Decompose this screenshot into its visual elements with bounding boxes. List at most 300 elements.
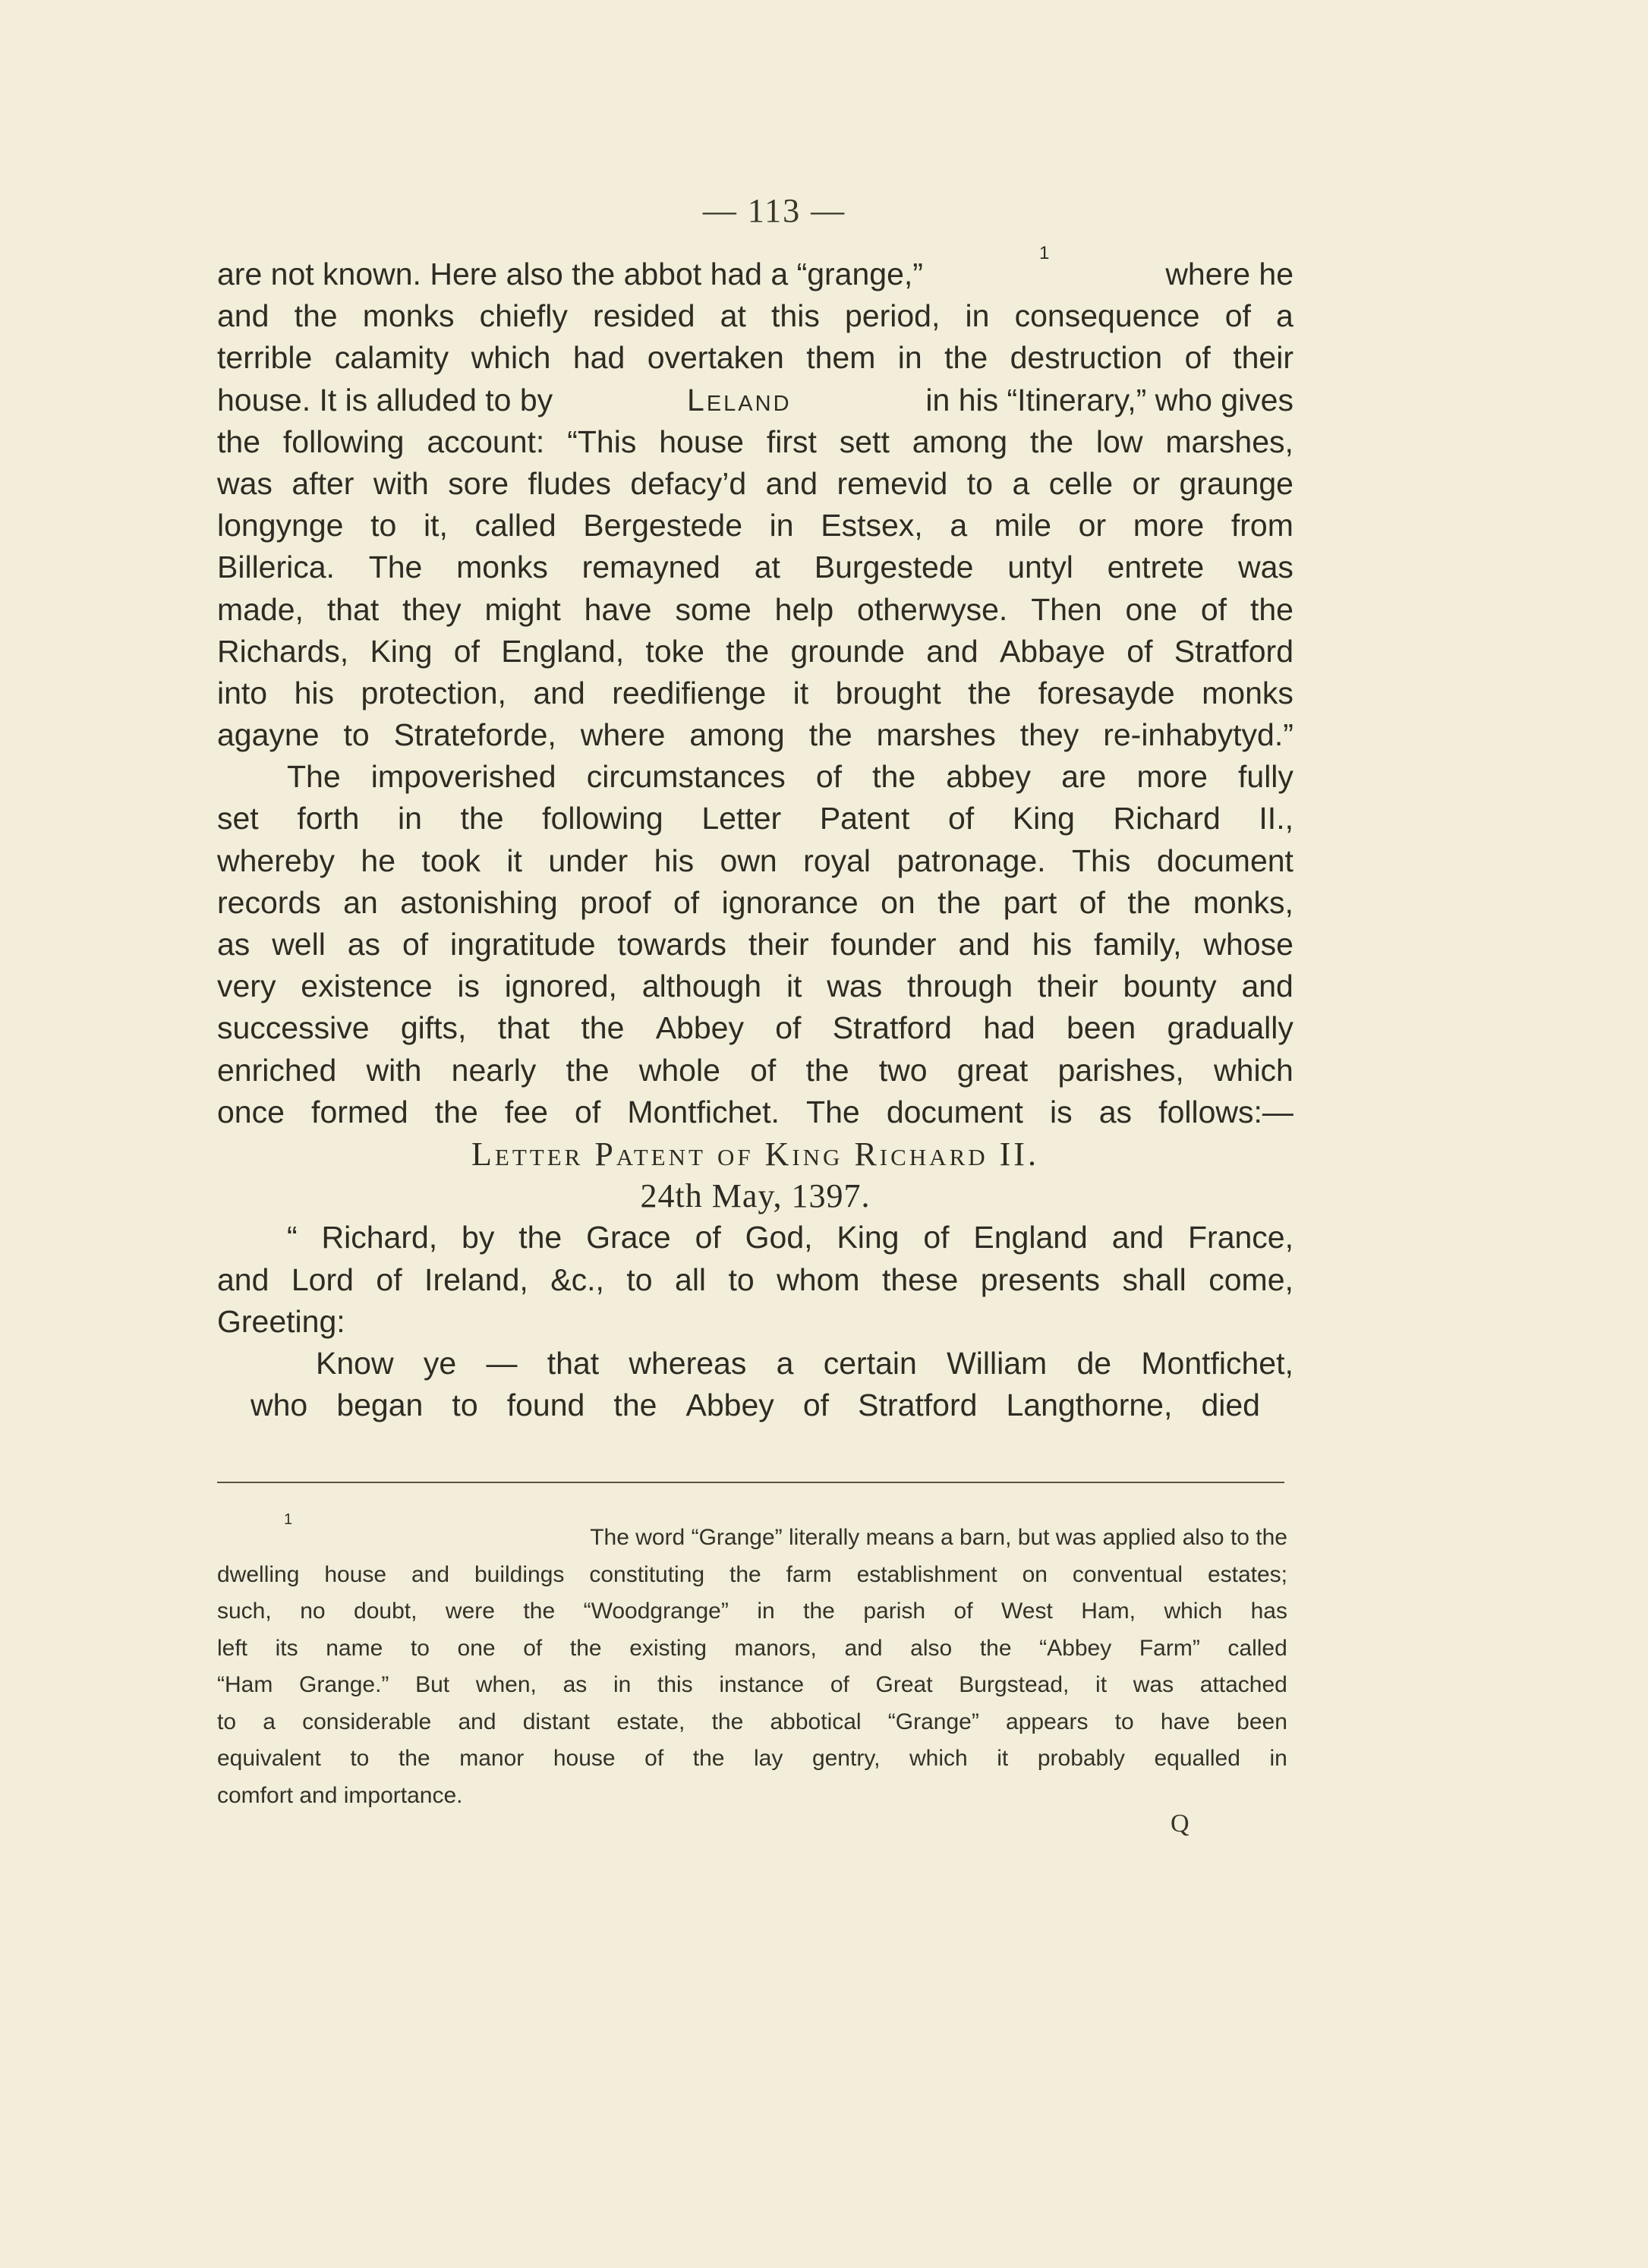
word: in <box>1269 1746 1287 1771</box>
word: King <box>370 633 433 669</box>
word: “Ham <box>217 1672 273 1697</box>
body-text <box>217 243 1294 1426</box>
word: name <box>326 1635 383 1661</box>
word: has <box>1250 1599 1287 1624</box>
word: considerable <box>302 1709 432 1734</box>
body-line <box>217 714 1294 756</box>
body-line <box>217 1050 1294 1091</box>
word: Ham, <box>1081 1599 1136 1624</box>
word: reedifienge <box>612 675 767 710</box>
word: of <box>775 1010 802 1046</box>
body-line <box>217 243 1294 295</box>
word: Abbey <box>685 1388 774 1423</box>
word: in <box>613 1672 632 1697</box>
word: died <box>1201 1388 1260 1423</box>
word: buildings <box>474 1561 565 1587</box>
word: destruction <box>1010 340 1163 376</box>
page-number: — 113 — <box>702 192 846 229</box>
word: Lord <box>291 1262 354 1297</box>
word: to <box>370 508 397 543</box>
word: by <box>462 1220 495 1255</box>
word: Richard <box>1113 801 1221 836</box>
word: a <box>1012 465 1030 501</box>
word: and <box>926 633 978 669</box>
word: of <box>815 759 843 795</box>
word: &c., <box>550 1262 604 1297</box>
word: have <box>584 591 652 627</box>
word: great <box>956 1052 1029 1088</box>
word: forth <box>297 801 360 836</box>
word: the <box>569 1635 602 1661</box>
author-name-leland: Leland <box>687 382 792 417</box>
word: ye <box>423 1345 457 1381</box>
word: was <box>827 969 883 1004</box>
footnote-line <box>217 1557 1287 1594</box>
word: Stratford <box>832 1010 952 1046</box>
word: Stratford <box>858 1388 978 1423</box>
word: the <box>581 1010 625 1046</box>
word: found <box>506 1388 585 1423</box>
body-line-text-tail: where he <box>1165 257 1294 291</box>
word: the <box>566 1052 610 1088</box>
word: at <box>754 550 780 585</box>
word: “This <box>567 424 637 459</box>
body-line <box>217 463 1294 505</box>
word: ignored, <box>504 969 617 1004</box>
word: impoverished <box>370 759 556 795</box>
word: from <box>1230 508 1294 543</box>
word: constituting <box>589 1561 705 1587</box>
word: his <box>294 675 334 710</box>
word: fee <box>504 1094 548 1129</box>
word: this <box>771 298 820 334</box>
word: King <box>837 1220 900 1255</box>
word: Then <box>1031 591 1102 627</box>
word: overtaken <box>647 340 784 376</box>
word: the <box>726 633 770 669</box>
body-line <box>217 337 1294 379</box>
word: on <box>1022 1561 1048 1587</box>
body-line-text-tail: in his “Itinerary,” who gives <box>925 382 1294 417</box>
word: existing <box>629 1635 707 1661</box>
word: entrete <box>1107 550 1205 585</box>
word: began <box>336 1388 424 1423</box>
footnote-line <box>217 1593 1287 1630</box>
word: and <box>1241 969 1294 1004</box>
word: a <box>1276 298 1294 334</box>
word: Estsex, <box>821 508 923 543</box>
word: set <box>217 801 259 836</box>
word: astonishing <box>400 884 558 920</box>
word: remayned <box>581 550 720 585</box>
word: abbotical <box>770 1709 862 1734</box>
word: gradually <box>1167 1010 1294 1046</box>
word: monks <box>1202 675 1294 710</box>
word: as <box>562 1672 588 1697</box>
word: in <box>965 298 990 334</box>
word: on <box>881 884 915 920</box>
word: remevid <box>837 465 948 501</box>
body-line <box>217 589 1294 631</box>
word: agayne <box>217 717 320 753</box>
word: was <box>1133 1672 1174 1697</box>
footnote-line <box>217 1630 1287 1668</box>
word: the <box>937 884 982 920</box>
word: France, <box>1188 1220 1294 1255</box>
word: two <box>878 1052 928 1088</box>
word: made, <box>217 591 304 627</box>
word: nearly <box>451 1052 537 1088</box>
word: terrible <box>217 340 313 376</box>
body-line <box>217 505 1294 547</box>
word: whereas <box>629 1345 747 1381</box>
word: and <box>844 1635 883 1661</box>
word: left <box>217 1635 248 1661</box>
word: William <box>947 1345 1048 1381</box>
word: doubt, <box>354 1599 418 1624</box>
word: enriched <box>217 1052 337 1088</box>
word: also <box>910 1635 953 1661</box>
word: Burgestede <box>814 550 974 585</box>
word: it <box>786 969 802 1004</box>
word: II., <box>1259 801 1294 836</box>
word: house <box>659 424 744 459</box>
word: they <box>402 591 462 627</box>
word: King <box>1012 801 1075 836</box>
word: when, <box>475 1672 537 1697</box>
body-line <box>217 924 1294 965</box>
word: it <box>506 843 522 878</box>
word: attached <box>1199 1672 1287 1697</box>
word: one <box>457 1635 496 1661</box>
word: as <box>1098 1094 1133 1129</box>
word: which <box>1214 1052 1294 1088</box>
letter-line <box>217 1343 1294 1384</box>
word: West <box>1001 1599 1053 1624</box>
footnote-line <box>217 1511 1287 1557</box>
footnote-line <box>217 1667 1287 1704</box>
letter-heading: Letter Patent of King Richard II. <box>471 1135 1039 1173</box>
word: document <box>1156 843 1294 878</box>
letter-date: 24th May, 1397. <box>640 1177 871 1215</box>
word: the <box>460 801 504 836</box>
word: document <box>886 1094 1023 1129</box>
body-line <box>217 1091 1294 1133</box>
word: who <box>251 1388 308 1423</box>
body-line-text: are not known. Here also the abbot had a “grange,” <box>217 257 923 291</box>
word: or <box>1132 465 1161 501</box>
word: circumstances <box>586 759 786 795</box>
word: of <box>402 927 429 962</box>
word: equivalent <box>217 1746 321 1771</box>
word: with <box>373 465 429 501</box>
word: defacy’d <box>630 465 747 501</box>
word: and <box>217 1262 269 1297</box>
word: whom <box>777 1262 860 1297</box>
word: been <box>1067 1010 1136 1046</box>
footnotes <box>217 1511 1287 1814</box>
word: whole <box>638 1052 720 1088</box>
word: probably <box>1037 1746 1125 1771</box>
footnote-divider <box>217 1482 1284 1483</box>
word: Great <box>875 1672 933 1697</box>
word: and <box>765 465 818 501</box>
word: called <box>1227 1635 1287 1661</box>
word: all <box>675 1262 707 1297</box>
body-line <box>217 421 1294 463</box>
word: some <box>675 591 752 627</box>
word: a <box>263 1709 276 1734</box>
body-line <box>217 882 1294 924</box>
word: it, <box>423 508 448 543</box>
word: abbey <box>946 759 1031 795</box>
word: proof <box>580 884 651 920</box>
word: Grace <box>586 1220 671 1255</box>
word: of <box>750 1052 777 1088</box>
word: fully <box>1238 759 1294 795</box>
word: first <box>766 424 817 459</box>
word: its <box>275 1635 298 1661</box>
word: which <box>909 1746 968 1771</box>
word: own <box>720 843 777 878</box>
word: the <box>523 1599 556 1624</box>
word: into <box>217 675 268 710</box>
footnote-line-text: The word “Grange” literally means a barn, but was applied also to the <box>590 1525 1287 1550</box>
word: one <box>1125 591 1177 627</box>
word: of <box>575 1094 601 1129</box>
word: called <box>474 508 556 543</box>
word: of <box>695 1220 721 1255</box>
word: establishment <box>856 1561 997 1587</box>
body-line <box>217 965 1294 1007</box>
word: these <box>881 1262 959 1297</box>
word: sore <box>448 465 509 501</box>
word: the <box>398 1746 430 1771</box>
word: of <box>376 1262 402 1297</box>
word: that <box>497 1010 550 1046</box>
word: ingratitude <box>450 927 596 962</box>
word: The <box>287 759 341 795</box>
word: brought <box>835 675 941 710</box>
word: royal <box>803 843 871 878</box>
word: although <box>641 969 762 1004</box>
word: of <box>830 1672 849 1697</box>
word: to <box>350 1746 370 1771</box>
word: to <box>1114 1709 1134 1734</box>
word: chiefly <box>479 298 568 334</box>
word: untyl <box>1007 550 1073 585</box>
word: Patent <box>819 801 910 836</box>
word: been <box>1237 1709 1287 1734</box>
word: — <box>486 1345 518 1381</box>
word: monks <box>362 298 455 334</box>
word: low <box>1095 424 1143 459</box>
word: parishes, <box>1057 1052 1184 1088</box>
letter-line: Greeting: <box>217 1303 345 1339</box>
word: Strateforde, <box>393 717 556 753</box>
word: the <box>294 298 338 334</box>
word: the <box>1127 884 1171 920</box>
word: England <box>973 1220 1088 1255</box>
word: period, <box>845 298 941 334</box>
word: Stratford <box>1174 633 1294 669</box>
word: to <box>452 1388 478 1423</box>
word: at <box>720 298 746 334</box>
word: bounty <box>1123 969 1217 1004</box>
word: that <box>547 1345 600 1381</box>
word: a <box>950 508 968 543</box>
word: patronage. <box>896 843 1046 878</box>
word: as <box>347 927 381 962</box>
word: was <box>217 465 273 501</box>
word: certain <box>823 1345 917 1381</box>
word: Montfichet, <box>1141 1345 1294 1381</box>
word: successive <box>217 1010 370 1046</box>
word: “Grange” <box>887 1709 979 1734</box>
word: had <box>983 1010 1035 1046</box>
word: it <box>997 1746 1009 1771</box>
word: lay <box>754 1746 783 1771</box>
word: to <box>728 1262 755 1297</box>
word: formed <box>311 1094 408 1129</box>
word: of <box>802 1388 830 1423</box>
word: might <box>484 591 561 627</box>
word: marshes <box>876 717 996 753</box>
word: this <box>657 1672 693 1697</box>
word: in <box>897 340 922 376</box>
word: is <box>457 969 480 1004</box>
word: no <box>300 1599 326 1624</box>
word: is <box>1050 1094 1073 1129</box>
word: Abbaye <box>999 633 1105 669</box>
word: of <box>923 1220 950 1255</box>
word: and <box>217 298 269 334</box>
body-line <box>217 380 1294 421</box>
word: follows:— <box>1158 1094 1294 1129</box>
word: in <box>769 508 794 543</box>
word: as <box>217 927 251 962</box>
word: But <box>415 1672 450 1697</box>
word: the <box>803 1599 835 1624</box>
body-line <box>217 631 1294 673</box>
word: The <box>368 550 423 585</box>
word: Grange.” <box>299 1672 389 1697</box>
word: help <box>774 591 834 627</box>
word: foresayde <box>1038 675 1175 710</box>
body-line <box>217 673 1294 714</box>
word: well <box>272 927 326 962</box>
word: graunge <box>1179 465 1294 501</box>
word: the <box>808 717 852 753</box>
word: Letter <box>701 801 782 836</box>
word: towards <box>617 927 726 962</box>
word: such, <box>217 1599 272 1624</box>
word: was <box>1238 550 1294 585</box>
word: under <box>548 843 629 878</box>
word: marshes, <box>1165 424 1294 459</box>
word: de <box>1076 1345 1112 1381</box>
word: to <box>966 465 993 501</box>
word: re-inhabytyd.” <box>1103 717 1294 753</box>
word: farm <box>786 1561 832 1587</box>
word: Abbey <box>655 1010 744 1046</box>
word: of <box>673 884 700 920</box>
word: had <box>572 340 625 376</box>
body-line <box>217 547 1294 588</box>
word: Montfichet. <box>627 1094 780 1129</box>
word: of <box>644 1746 664 1771</box>
word: that <box>326 591 380 627</box>
body-line <box>217 1007 1294 1049</box>
word: the <box>968 675 1012 710</box>
word: manor <box>459 1746 525 1771</box>
word: once <box>217 1094 285 1129</box>
word: ignorance <box>721 884 859 920</box>
body-line-text: house. It is alluded to by <box>217 382 553 417</box>
word: of <box>1127 633 1153 669</box>
word: a <box>776 1345 794 1381</box>
word: parish <box>863 1599 926 1624</box>
word: the <box>613 1388 657 1423</box>
word: where <box>580 717 666 753</box>
word: appears <box>1006 1709 1089 1734</box>
footnote-mark: 1 <box>284 1511 293 1528</box>
word: equalled <box>1154 1746 1240 1771</box>
word: instance <box>719 1672 805 1697</box>
letter-line <box>217 1384 1294 1426</box>
word: his <box>654 843 695 878</box>
word: house <box>324 1561 387 1587</box>
word: the <box>872 759 916 795</box>
word: took <box>421 843 481 878</box>
body-line <box>217 756 1294 798</box>
word: to <box>343 717 370 753</box>
word: Richards, <box>217 633 349 669</box>
word: which <box>471 340 551 376</box>
footnote-reference: 1 <box>1038 243 1050 263</box>
word: gentry, <box>811 1746 881 1771</box>
word: following <box>542 801 663 836</box>
word: This <box>1071 843 1131 878</box>
word: through <box>907 969 1013 1004</box>
word: whereby <box>217 843 335 878</box>
word: they <box>1019 717 1079 753</box>
word: and <box>458 1709 496 1734</box>
word: dwelling <box>217 1561 300 1587</box>
word: more <box>1133 508 1205 543</box>
word: gifts, <box>400 1010 467 1046</box>
word: among <box>689 717 785 753</box>
word: the <box>518 1220 562 1255</box>
word: with <box>366 1052 422 1088</box>
word: to <box>626 1262 653 1297</box>
word: part <box>1003 884 1057 920</box>
word: England, <box>501 633 625 669</box>
word: following <box>282 424 405 459</box>
word: Bergestede <box>583 508 743 543</box>
word: existence <box>301 969 433 1004</box>
word: otherwyse. <box>857 591 1008 627</box>
word: and <box>533 675 585 710</box>
word: which <box>1164 1599 1223 1624</box>
word: the <box>1030 424 1074 459</box>
word: celle <box>1048 465 1114 501</box>
word: have <box>1160 1709 1210 1734</box>
word: to <box>410 1635 430 1661</box>
word: Richard, <box>321 1220 438 1255</box>
word: records <box>217 884 321 920</box>
word: their <box>1233 340 1294 376</box>
